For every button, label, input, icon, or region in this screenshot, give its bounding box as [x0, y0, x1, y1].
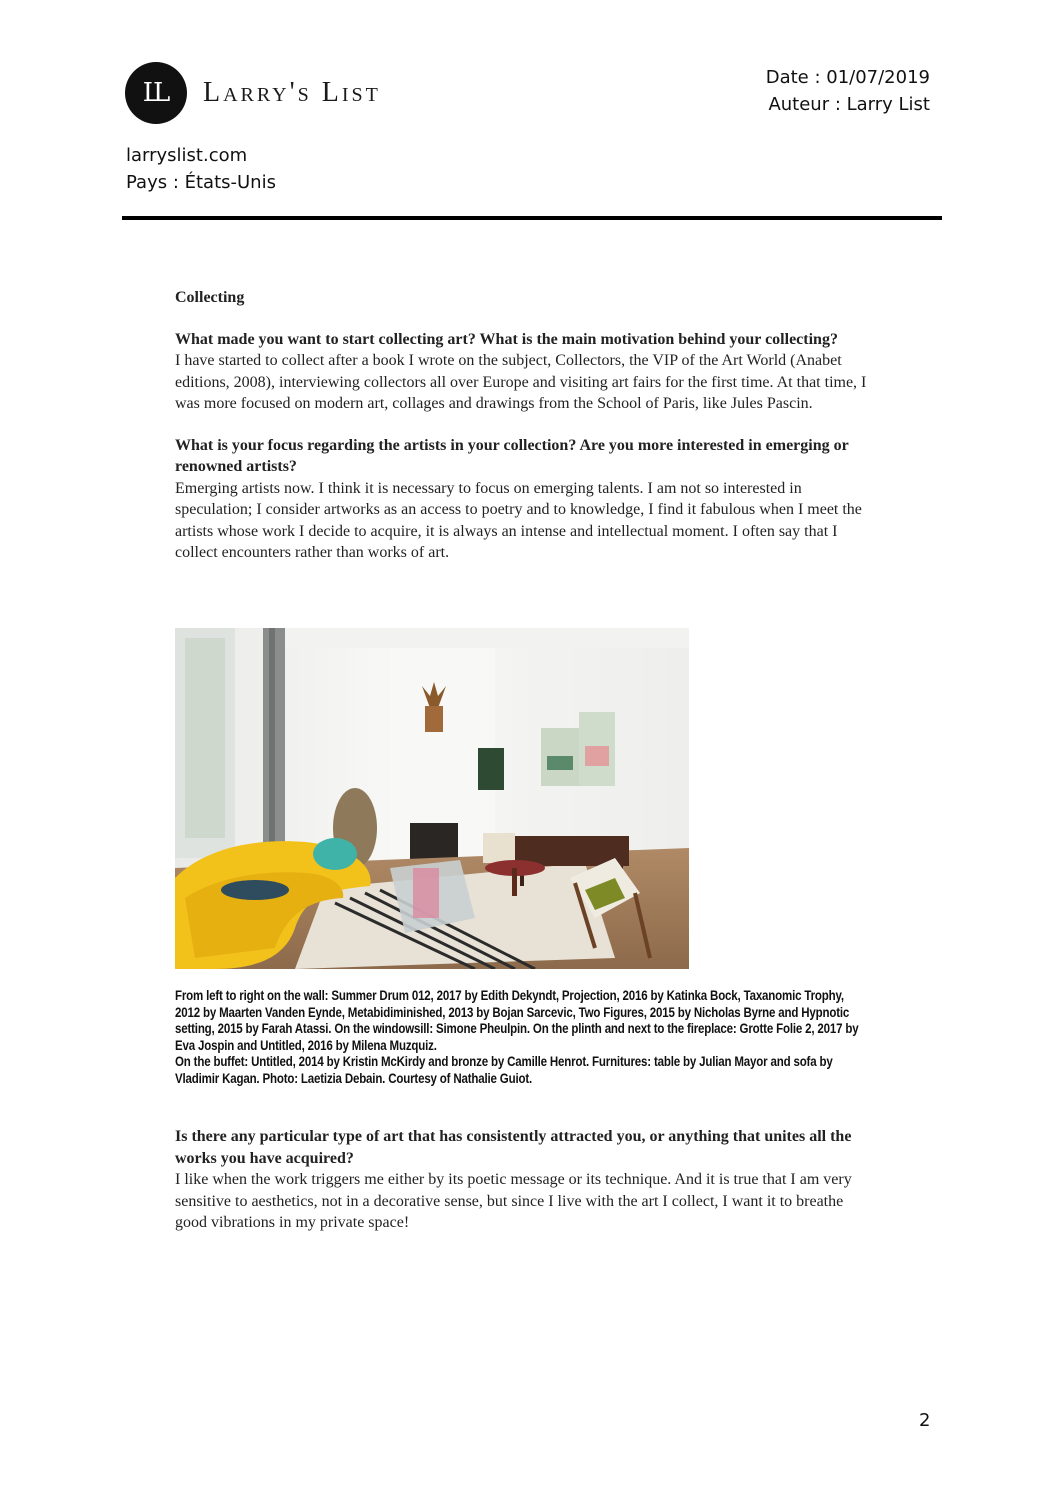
answer-3: I like when the work triggers me either by its poetic message or its technique. And it is true that I am very sensitive to aesthetics, not in a decorative sense, but since I live with the art I collect, I want it to breathe good vibrations in my private space!	[175, 1171, 852, 1231]
website-label: larryslist.com	[126, 145, 248, 166]
document-meta	[766, 64, 930, 118]
answer-2: Emerging artists now. I think it is necessary to focus on emerging talents. I am not so interested in speculation; I consider artworks as an access to poetry and to knowledge, I find it fabulous when I meet the artists whose work I decide to acquire, it is always an intense and intellectual moment. I often say that I collect encounters rather than works of art.	[175, 479, 862, 561]
larrys-list-logo	[125, 62, 381, 124]
section-title: Collecting	[175, 289, 245, 306]
source-info	[126, 142, 276, 196]
caption-line-1: From left to right on the wall: Summer Drum 012, 2017 by Edith Dekyndt, Projection, 2016 by Katinka Bock, Taxanomic Trophy, 2012 by Maarten Vanden Eynde, Metabidiminished, 2013 by Bojan Sarcevic, Two Figures, 2015 by Nicholas Byrne and Hypnotic setting, 2015 by Farah Atassi. On the windowsill: Simone Pheulpin. On the plinth and next to the fireplace: Grotte Folie 2, 2017 by Eva Jospin and Untitled, 2016 by Milena Muzquiz.	[175, 988, 859, 1053]
country-label: Pays : États-Unis	[126, 172, 276, 193]
author-label: Auteur : Larry List	[768, 94, 930, 115]
answer-1: I have started to collect after a book I wrote on the subject, Collectors, the VIP of the Art World (Anabet editions, 2008), interviewing collectors all over Europe and visiting art fairs for the first time. At that time, I was more focused on modern art, collages and drawings from the School of Paris, like Jules Pascin.	[175, 352, 867, 412]
date-label: Date : 01/07/2019	[765, 67, 930, 88]
article-body-continued	[175, 1126, 875, 1254]
article-body	[175, 287, 875, 584]
photo-caption	[175, 988, 863, 1087]
page-number: 2	[919, 1410, 931, 1431]
caption-line-2: On the buffet: Untitled, 2014 by Kristin McKirdy and bronze by Camille Henrot. Furnitures: table by Julian Mayor and sofa by Vladimir Kagan. Photo: Laetizia Debain. Courtesy of Nathalie Guiot.	[175, 1054, 833, 1086]
logo-wordmark: Larry's List	[203, 77, 381, 108]
logo-monogram: LL	[125, 62, 187, 124]
living-room-photo	[175, 628, 689, 969]
header-divider	[122, 216, 942, 220]
question-3: Is there any particular type of art that has consistently attracted you, or anything that unites all the works you have acquired?	[175, 1128, 852, 1167]
question-1: What made you want to start collecting art? What is the main motivation behind your collecting?	[175, 330, 838, 348]
question-2: What is your focus regarding the artists in your collection? Are you more interested in emerging or renowned artists?	[175, 436, 849, 475]
